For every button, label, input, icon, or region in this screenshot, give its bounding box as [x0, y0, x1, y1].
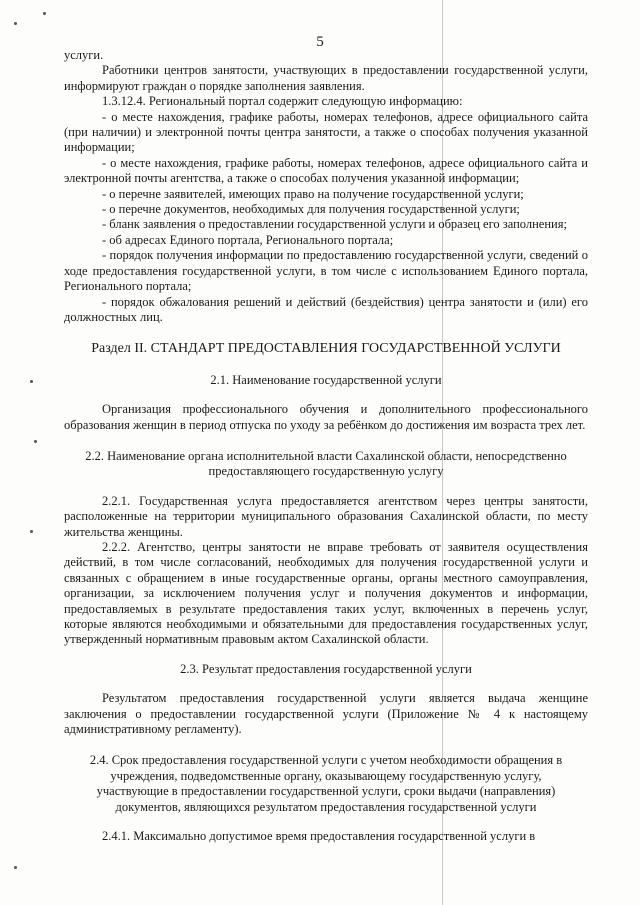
- page-number: 5: [316, 34, 324, 50]
- heading-line: документов, являющихся результатом предоставления государственной услуги: [115, 799, 537, 814]
- heading-line: 2.4. Срок предоставления государственной услуги с учетом необходимости обращения в: [89, 753, 563, 768]
- scan-speck: [34, 440, 37, 443]
- paragraph: 1.3.12.4. Региональный портал содержит следующую информацию:: [102, 94, 463, 109]
- list-item: - порядок обжалования решений и действий (бездействия) центра занятости и (или) его должностных лиц.: [64, 294, 588, 324]
- section-title: Раздел II. СТАНДАРТ ПРЕДОСТАВЛЕНИЯ ГОСУДАРСТВЕННОЙ УСЛУГИ: [91, 341, 561, 357]
- paragraph: 2.2.2. Агентство, центры занятости не вправе требовать от заявителя осуществления действий, в том числе согласований, необходимых для получения государственной услуги и связанных с обращением в иные государственные органы, органы местного самоуправления, организации, за исключением получения услуг и получения документов и информации, предоставляемых в результате предоставления таких услуг, включенных в перечень услуг, которые являются необходимыми и обязательными для предоставления государственных услуг, утвержденный нормативным правовым актом Сахалинской области.: [64, 539, 588, 647]
- list-item: - о перечне заявителей, имеющих право на получение государственной услуги;: [102, 186, 524, 201]
- scan-speck: [14, 22, 17, 25]
- list-item: - бланк заявления о предоставлении государственной услуги и образец его заполнения;: [102, 217, 567, 232]
- paragraph: Результатом предоставления государственной услуги является выдача женщине заключения о предоставлении государственной услуги (Приложение № 4 к настоящему административному регламенту).: [64, 691, 588, 737]
- list-item: - о месте нахождения, графике работы, номерах телефонов, адресе официального сайта (при наличии) и электронной почты центра занятости, а также о способах получения указанной информации;: [64, 109, 588, 155]
- list-item: - об адресах Единого портала, Регионального портала;: [102, 232, 394, 247]
- subsection-heading: [64, 449, 588, 480]
- paragraph: услуги.: [64, 48, 104, 62]
- document-body: [64, 48, 588, 844]
- scan-speck: [14, 866, 17, 869]
- paragraph: 2.4.1. Максимально допустимое время предоставления государственной услуги в: [102, 829, 536, 844]
- paragraph: Работники центров занятости, участвующих в предоставлении государственной услуги, информируют граждан о порядке заполнения заявления.: [64, 63, 588, 93]
- heading-line: предоставляющего государственную услугу: [208, 464, 444, 479]
- scan-speck: [30, 530, 33, 533]
- heading-line: учреждения, подведомственные органу, оказывающему государственную услугу,: [110, 768, 542, 783]
- heading-line: 2.2. Наименование органа исполнительной власти Сахалинской области, непосредственно: [85, 448, 567, 463]
- paragraph: Организация профессионального обучения и дополнительного профессионального образования женщин в период отпуска по уходу за ребёнком до достижения им возраста трех лет.: [64, 402, 588, 432]
- scan-speck: [30, 380, 33, 383]
- subsection-heading: 2.3. Результат предоставления государственной услуги: [180, 661, 472, 676]
- paragraph: 2.2.1. Государственная услуга предоставляется агентством через центры занятости, расположенные на территории муниципального образования Сахалинской области, по месту жительства женщины.: [64, 493, 588, 539]
- list-item: - порядок получения информации по предоставлению государственной услуги, сведений о ходе предоставления государственной услуги, в том числе с использованием Единого портала, Регионального портала;: [64, 248, 588, 294]
- heading-line: участвующие в предоставлении государственной услуги, сроки выдачи (направления): [96, 784, 556, 799]
- list-item: - о перечне документов, необходимых для получения государственной услуги;: [102, 202, 520, 217]
- subsection-heading: [64, 753, 588, 815]
- subsection-heading: 2.1. Наименование государственной услуги: [210, 372, 442, 387]
- list-item: - о месте нахождения, графике работы, номерах телефонов, адресе официального сайта и электронной почты агентства, а также о способах получения указанной информации;: [64, 155, 588, 186]
- scan-speck: [43, 12, 46, 15]
